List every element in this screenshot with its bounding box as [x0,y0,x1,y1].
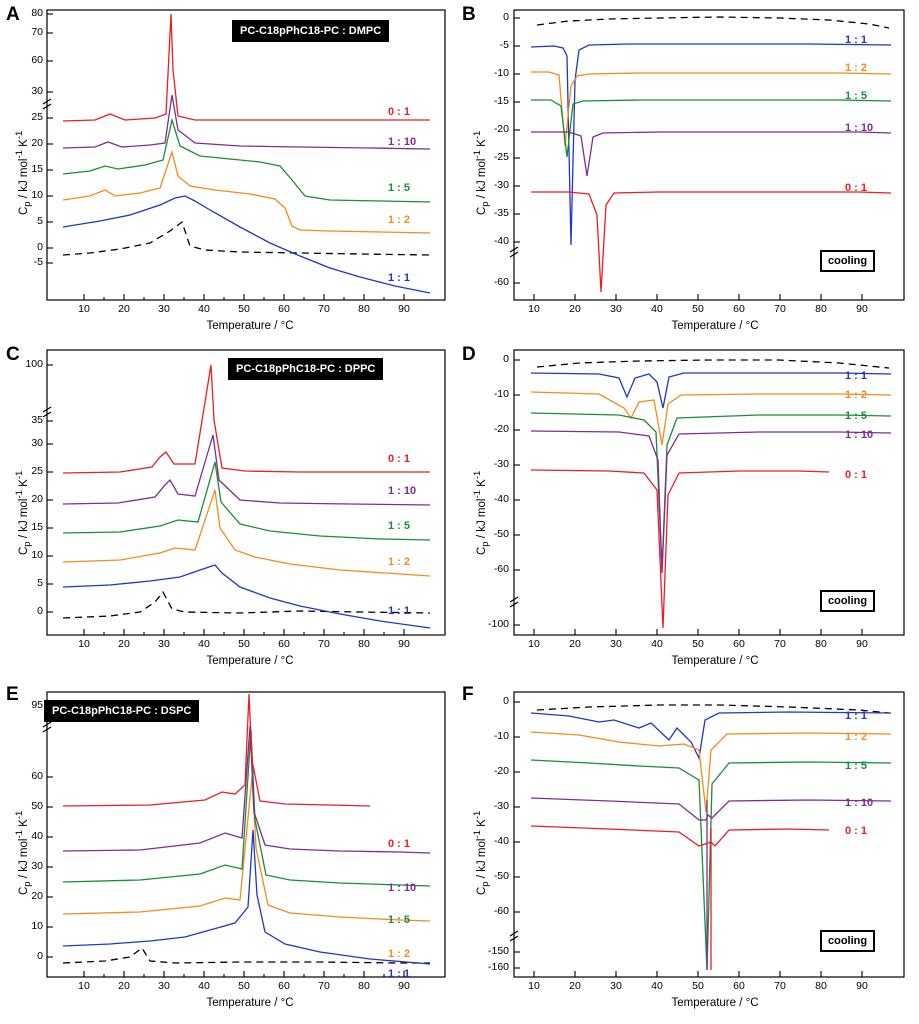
panel-B-xtick-90: 90 [856,303,868,315]
panel-F-ytick--10: -10 [493,730,509,742]
panel-C-ytick-5: 5 [37,577,43,589]
panel-E-ytick-20: 20 [31,890,43,902]
panel-F-series-label-1-5: 1 : 5 [845,760,868,772]
panel-E-ytick-0: 0 [37,950,43,962]
panel-A-xtick-60: 60 [278,303,290,315]
panel-F-xtick-60: 60 [733,980,745,992]
panel-B-ytick--20: -20 [493,123,509,135]
panel-F-ytick--60: -60 [493,905,509,917]
panel-B-xtick-50: 50 [692,303,704,315]
panel-B-ytick--5: -5 [499,39,509,51]
panel-A-ytick-15: 15 [31,163,43,175]
panel-F-ytick--30: -30 [493,800,509,812]
panel-F-xtick-80: 80 [815,980,827,992]
panel-E-ytick-50: 50 [31,800,43,812]
panel-A-series-label-1-10: 1 : 10 [388,136,417,148]
panel-D-series-label-1-2: 1 : 2 [845,389,868,401]
panel-A-ytick-30: 30 [31,85,43,97]
panel-E-xtick-20: 20 [118,980,130,992]
panel-A-xtick-70: 70 [318,303,330,315]
panel-C-xtick-10: 10 [78,638,90,650]
panel-A-ytick-20: 20 [31,137,43,149]
panel-E-series-label-1-10: 1 : 10 [388,882,417,894]
panel-E-ylabel: $C_p$ / kJ mol$^{-1}$ $K^{-1}$ [14,810,34,895]
panel-B-ytick--10: -10 [493,67,509,79]
panel-B-xtick-10: 10 [528,303,540,315]
panel-F-ytick-0: 0 [503,695,509,707]
panel-F-ytick--20: -20 [493,765,509,777]
panel-A-xtick-30: 30 [158,303,170,315]
panel-F-xtick-70: 70 [774,980,786,992]
panel-D-series-label-1-5: 1 : 5 [845,410,868,422]
panel-F-ytick--50: -50 [493,870,509,882]
panel-C-ytick-35: 35 [31,414,43,426]
panel-A-xlabel: Temperature / °C [206,320,294,332]
panel-C-series-label-1-1: 1 : 1 [388,605,411,617]
panel-C-series-label-1-5: 1 : 5 [388,520,411,532]
panel-A-xtick-90: 90 [398,303,410,315]
panel-F-ylabel: $C_p$ / kJ mol$^{-1}$ $K^{-1}$ [472,810,492,895]
panel-E-ytick-60: 60 [31,770,43,782]
panel-A-xtick-10: 10 [78,303,90,315]
panel-D-ytick-0: 0 [503,353,509,365]
panel-D-xtick-80: 80 [815,638,827,650]
panel-C-ytick-30: 30 [31,437,43,449]
panel-F-xtick-40: 40 [651,980,663,992]
panel-A-ylabel: $C_p$ / kJ mol$^{-1}$ $K^{-1}$ [14,130,34,215]
panel-F-xtick-10: 10 [528,980,540,992]
panel-E-xtick-70: 70 [318,980,330,992]
panel-C-xlabel: Temperature / °C [206,655,294,667]
panel-D-series-label-1-1: 1 : 1 [845,370,868,382]
panel-E-series-label-0-1: 0 : 1 [388,838,411,850]
panel-E-xtick-30: 30 [158,980,170,992]
panel-E-xtick-50: 50 [238,980,250,992]
panel-A-ytick--5: -5 [33,256,43,268]
panel-B-ylabel: $C_p$ / kJ mol$^{-1}$ $K^{-1}$ [472,130,492,215]
panel-C-xtick-70: 70 [318,638,330,650]
panel-A-xtick-20: 20 [118,303,130,315]
panel-C-series-label-1-2: 1 : 2 [388,556,411,568]
panel-D-xtick-10: 10 [528,638,540,650]
panel-A-ytick-70: 70 [31,26,43,38]
panel-D-ylabel: $C_p$ / kJ mol$^{-1}$ $K^{-1}$ [472,470,492,555]
panel-D-series-label-1-10: 1 : 10 [845,429,874,441]
panel-B-xtick-20: 20 [569,303,581,315]
panel-F-series-label-1-2: 1 : 2 [845,731,868,743]
panel-E-ytick-40: 40 [31,830,43,842]
panel-B-xtick-30: 30 [610,303,622,315]
panel-B-ytick--30: -30 [493,179,509,191]
panel-A-xtick-40: 40 [198,303,210,315]
panel-B-ytick--40: -40 [493,235,509,247]
panel-D-ytick--100: -100 [487,618,509,630]
panel-C-xtick-60: 60 [278,638,290,650]
panel-D-ytick--60: -60 [493,563,509,575]
panel-E-series-label-1-1: 1 : 1 [388,968,411,980]
panel-C-ytick-10: 10 [31,549,43,561]
panel-B-xtick-60: 60 [733,303,745,315]
panel-E-ytick-10: 10 [31,920,43,932]
panel-E-xtick-90: 90 [398,980,410,992]
panel-letter-D: D [462,344,476,365]
panel-F-ytick--160: -160 [487,961,509,973]
panel-F-xtick-50: 50 [692,980,704,992]
panel-D-ytick--20: -20 [493,423,509,435]
panel-C-ytick-0: 0 [37,605,43,617]
panel-D-ytick--30: -30 [493,458,509,470]
panel-A-xtick-50: 50 [238,303,250,315]
panel-F-xtick-90: 90 [856,980,868,992]
panel-D-xtick-20: 20 [569,638,581,650]
panel-E-series-label-1-2: 1 : 2 [388,948,411,960]
panel-E-xlabel: Temperature / °C [206,997,294,1009]
panel-B-plot [459,0,919,340]
panel-D-ytick--40: -40 [493,493,509,505]
panel-C-xtick-30: 30 [158,638,170,650]
panel-B-xtick-80: 80 [815,303,827,315]
panel-E-title: PC-C18pPhC18-PC : DSPC [44,700,199,722]
panel-C-ytick-25: 25 [31,465,43,477]
panel-A-title: PC-C18pPhC18-PC : DMPC [232,20,389,42]
panel-A-series-label-1-2: 1 : 2 [388,214,411,226]
panel-A-ytick-5: 5 [37,215,43,227]
panel-D-xtick-50: 50 [692,638,704,650]
panel-F-series-label-1-10: 1 : 10 [845,797,874,809]
panel-E-xtick-40: 40 [198,980,210,992]
panel-letter-B: B [462,4,476,25]
panel-D-ytick--10: -10 [493,388,509,400]
panel-B-series-label-0-1: 0 : 1 [845,182,868,194]
panel-A-series-label-0-1: 0 : 1 [388,106,411,118]
panel-B-ytick--25: -25 [493,151,509,163]
panel-D-xtick-40: 40 [651,638,663,650]
panel-A-series-label-1-1: 1 : 1 [388,272,411,284]
panel-F-series-label-1-1: 1 : 1 [845,710,868,722]
panel-B-series-label-1-5: 1 : 5 [845,90,868,102]
panel-F-ytick--40: -40 [493,835,509,847]
panel-D-xtick-90: 90 [856,638,868,650]
panel-B-ytick--35: -35 [493,207,509,219]
panel-E-xtick-60: 60 [278,980,290,992]
panel-F-xlabel: Temperature / °C [671,997,759,1009]
panel-C-ytick-20: 20 [31,493,43,505]
panel-B-xtick-70: 70 [774,303,786,315]
panel-B-xtick-40: 40 [651,303,663,315]
panel-D-xlabel: Temperature / °C [671,655,759,667]
panel-D-series-label-0-1: 0 : 1 [845,469,868,481]
panel-A-ytick-10: 10 [31,189,43,201]
panel-D-xtick-70: 70 [774,638,786,650]
panel-B-series-label-1-10: 1 : 10 [845,122,874,134]
panel-C-title: PC-C18pPhC18-PC : DPPC [228,358,383,380]
panel-B-ytick-0: 0 [503,11,509,23]
panel-B-series-label-1-1: 1 : 1 [845,34,868,46]
panel-A-ytick-80: 80 [31,7,43,19]
panel-B-ytick--60: -60 [493,276,509,288]
panel-C-xtick-40: 40 [198,638,210,650]
panel-letter-A: A [6,4,20,25]
panel-F-series-label-0-1: 0 : 1 [845,825,868,837]
panel-C-series-label-1-10: 1 : 10 [388,485,417,497]
panel-A-xtick-80: 80 [358,303,370,315]
panel-C-ylabel: $C_p$ / kJ mol$^{-1}$ $K^{-1}$ [14,470,34,555]
panel-B-cooling-badge: cooling [820,250,875,272]
panel-A-ytick-0: 0 [37,241,43,253]
panel-D-xtick-60: 60 [733,638,745,650]
panel-letter-C: C [6,344,20,365]
panel-letter-E: E [6,684,19,705]
panel-C-xtick-50: 50 [238,638,250,650]
panel-E-ytick-30: 30 [31,860,43,872]
panel-F-cooling-badge: cooling [820,930,875,952]
panel-A-ytick-25: 25 [31,111,43,123]
panel-E-xtick-10: 10 [78,980,90,992]
panel-C-xtick-90: 90 [398,638,410,650]
panel-F-ytick--150: -150 [487,945,509,957]
panel-E-ytick-95: 95 [31,699,43,711]
panel-C-ytick-100: 100 [25,358,43,370]
panel-E-xtick-80: 80 [358,980,370,992]
panel-B-ytick--15: -15 [493,95,509,107]
panel-C-xtick-20: 20 [118,638,130,650]
panel-A-series-label-1-5: 1 : 5 [388,182,411,194]
panel-C-plot [0,340,460,680]
panel-C-ytick-15: 15 [31,521,43,533]
panel-F-xtick-20: 20 [569,980,581,992]
panel-C-xtick-80: 80 [358,638,370,650]
panel-A-plot [0,0,460,340]
panel-letter-F: F [462,684,474,705]
panel-B-series-label-1-2: 1 : 2 [845,62,868,74]
panel-E-series-label-1-5: 1 : 5 [388,914,411,926]
panel-F-xtick-30: 30 [610,980,622,992]
panel-D-ytick--50: -50 [493,528,509,540]
panel-B-xlabel: Temperature / °C [671,320,759,332]
panel-C-series-label-0-1: 0 : 1 [388,453,411,465]
panel-A-ytick-60: 60 [31,54,43,66]
panel-D-xtick-30: 30 [610,638,622,650]
panel-D-cooling-badge: cooling [820,590,875,612]
